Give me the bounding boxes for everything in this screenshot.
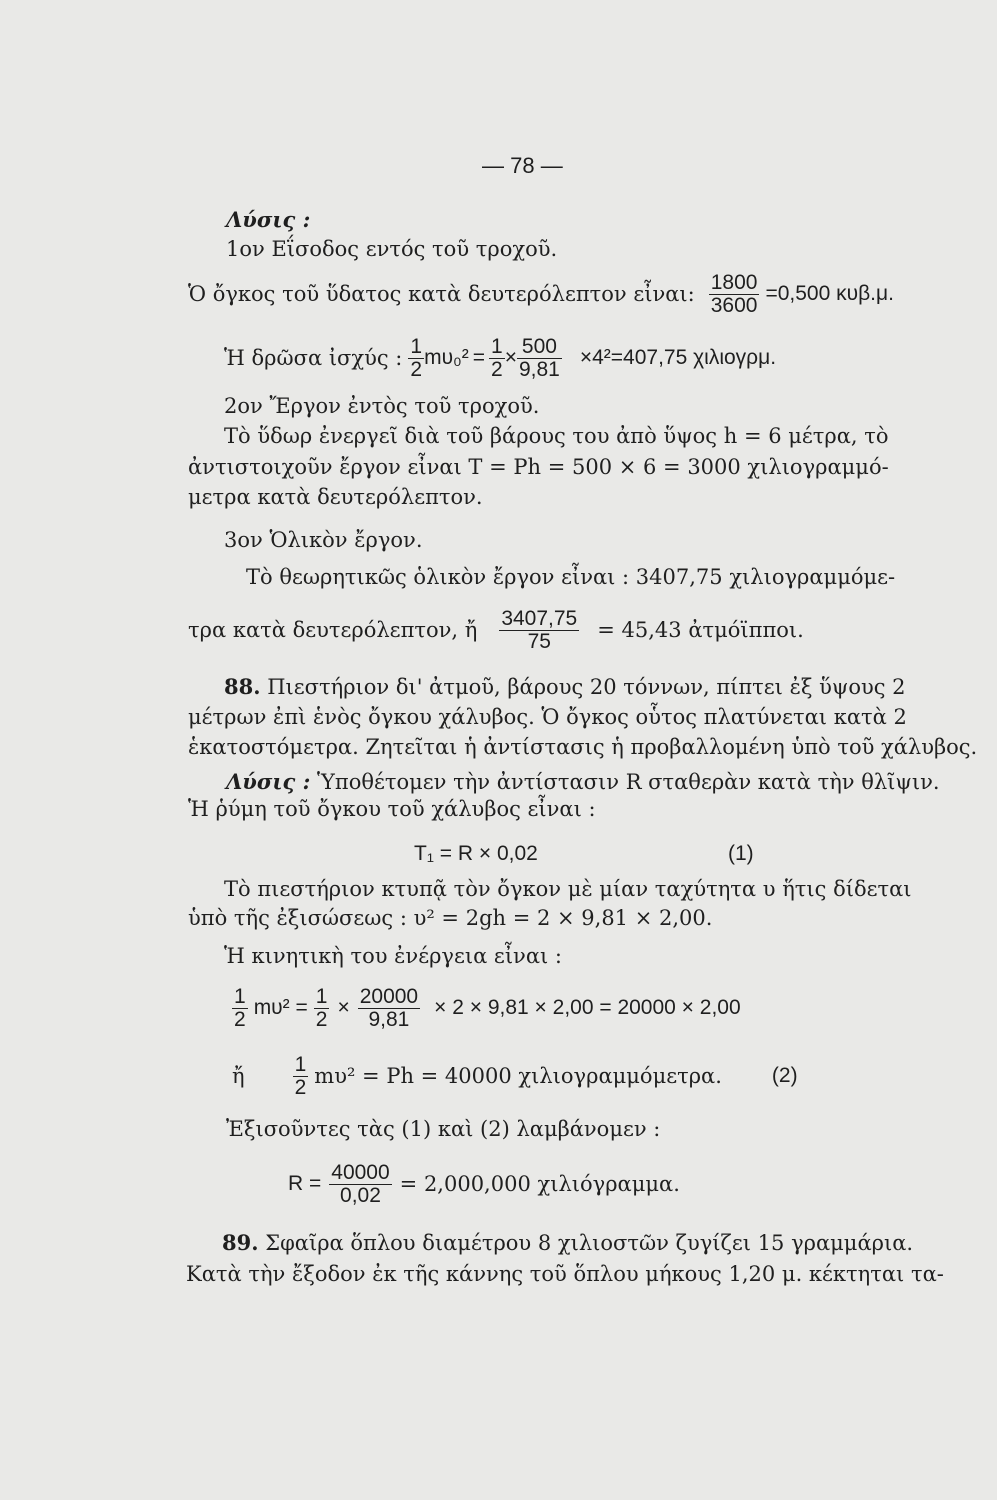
volume-prefix: Ὁ ὄγκος τοῦ ὕδατος κατὰ δευτερόλεπτον εἶναι: bbox=[188, 282, 695, 306]
problem-88-number: 88. bbox=[224, 674, 261, 699]
solution-88-line-2: Ἡ ῥύμη τοῦ ὄγκου τοῦ χάλυβος εἶναι : bbox=[188, 797, 596, 821]
total-prefix: τρα κατὰ δευτερόλεπτον, ἤ bbox=[188, 618, 478, 642]
power-half-num: 1 bbox=[410, 334, 423, 358]
power-frac-den: 9,81 bbox=[518, 357, 560, 381]
power-result: ×4²=407,75 χιλιογρμ. bbox=[579, 346, 777, 369]
part1-title: 1ον Εΐσοδος εντός τοῦ τροχοῦ. bbox=[226, 237, 558, 261]
ke2-rest: mυ² = Ph = 40000 χιλιογραμμόμετρα. bbox=[314, 1064, 722, 1088]
volume-result: =0,500 κυβ.μ. bbox=[765, 282, 894, 305]
work-line-3: μετρα κατὰ δευτερόλεπτον. bbox=[188, 485, 483, 509]
part2-title: 2ον Ἔργον ἐντὸς τοῦ τροχοῦ. bbox=[224, 394, 540, 418]
power-prefix: Ἡ δρῶσα ἰσχύς : bbox=[224, 346, 403, 370]
power-half-fraction bbox=[408, 336, 424, 381]
ke2-half-num: 1 bbox=[294, 1052, 307, 1076]
ke-half-num: 1 bbox=[234, 984, 246, 1008]
total-line-1: Τὸ θεωρητικῶς ὁλικὸν ἔργον εἶναι : 3407,75 χιλιογραμμόμε- bbox=[246, 565, 896, 589]
r-result: = 2,000,000 χιλιόγραμμα. bbox=[399, 1172, 680, 1196]
ke-frac-den: 9,81 bbox=[368, 1007, 410, 1031]
equate-line: Ἐξισοῦντες τὰς (1) καὶ (2) λαμβάνομεν : bbox=[226, 1117, 661, 1141]
r-denominator: 0,02 bbox=[340, 1183, 381, 1207]
problem-88-text-1: Πιεστήριον δι' ἀτμοῦ, βάρους 20 τόννων, πίπτει ἐξ ὕψους 2 bbox=[267, 675, 906, 699]
ke-fraction bbox=[358, 986, 420, 1031]
solution-88-label: Λύσις : bbox=[226, 769, 311, 794]
solution-88-line-1 bbox=[226, 770, 940, 794]
equation-1-label: (1) bbox=[728, 842, 754, 865]
problem-88-line-2: μέτρων ἐπὶ ἑνὸς ὄγκου χάλυβος. Ὁ ὄγκος οὗτος πλατύνεται κατὰ 2 bbox=[188, 705, 907, 729]
problem-88-line-3: ἑκατοστόμετρα. Ζητεῖται ἡ ἀντίστασις ἡ προβαλλομένη ὑπὸ τοῦ χάλυβος. bbox=[188, 735, 978, 759]
total-fraction bbox=[499, 608, 579, 653]
page-number: — 78 — bbox=[482, 153, 563, 178]
power-half-den: 2 bbox=[410, 357, 423, 381]
press-line-2: ὑπὸ τῆς ἐξισώσεως : υ² = 2gh = 2 × 9,81 × 2,00. bbox=[188, 906, 713, 930]
total-numerator: 3407,75 bbox=[501, 606, 578, 630]
ke-frac-num: 20000 bbox=[359, 984, 419, 1008]
work-line-2: ἀντιστοιχοῦν ἔργον εἶναι T = Ph = 500 × 6 = 3000 χιλιογραμμό- bbox=[188, 455, 889, 479]
power-times: × bbox=[504, 346, 517, 369]
work-line-1: Τὸ ὕδωρ ἐνεργεῖ διὰ τοῦ βάρους του ἀπὸ ὕψος h = 6 μέτρα, τὸ bbox=[224, 424, 889, 448]
ke-times: × bbox=[337, 996, 350, 1019]
problem-89-line-1 bbox=[222, 1231, 913, 1255]
ke-mv: mυ² = bbox=[253, 996, 308, 1019]
power-half2-num: 1 bbox=[491, 334, 503, 358]
equation-1: T₁ = R × 0,02 bbox=[414, 842, 538, 865]
ke-half2-num: 1 bbox=[315, 984, 328, 1008]
ke-half-den: 2 bbox=[234, 1007, 246, 1031]
ke-half-fraction bbox=[232, 986, 248, 1031]
power-equation bbox=[224, 330, 776, 386]
kinetic-line: Ἡ κινητικὴ του ἐνέργεια εἶναι : bbox=[224, 944, 562, 968]
press-line-1: Τὸ πιεστήριον κτυπᾷ τὸν ὄγκον μὲ μίαν ταχύτητα υ ἥτις δίδεται bbox=[224, 877, 912, 901]
problem-89-number: 89. bbox=[222, 1230, 259, 1255]
problem-88-line-1 bbox=[224, 675, 906, 699]
volume-numerator: 1800 bbox=[710, 270, 758, 294]
solution-label: Λύσις : bbox=[226, 207, 311, 232]
ke2-half-den: 2 bbox=[294, 1075, 307, 1099]
power-half2-fraction bbox=[489, 336, 505, 381]
ke-half2-fraction bbox=[314, 986, 330, 1031]
problem-89-text-1: Σφαῖρα ὅπλου διαμέτρου 8 χιλιοστῶν ζυγίζει 15 γραμμάρια. bbox=[265, 1231, 914, 1255]
solution-88-text: Ὑποθέτομεν τὴν ἀντίστασιν R σταθερὰν κατὰ τὴν θλῖψιν. bbox=[317, 770, 940, 794]
ke2-half-fraction bbox=[293, 1054, 309, 1099]
power-eq: = bbox=[472, 346, 486, 369]
total-denominator: 75 bbox=[527, 629, 551, 653]
volume-equation bbox=[188, 266, 894, 322]
equation-2-label: (2) bbox=[771, 1064, 798, 1087]
r-prefix: R = bbox=[288, 1172, 322, 1195]
volume-fraction bbox=[709, 272, 760, 317]
volume-denominator: 3600 bbox=[710, 293, 758, 317]
power-frac-num: 500 bbox=[517, 336, 562, 359]
r-fraction bbox=[329, 1162, 391, 1207]
kinetic-equation bbox=[232, 980, 741, 1036]
problem-89-line-2: Κατὰ τὴν ἔξοδον ἐκ τῆς κάννης τοῦ ὅπλου μήκους 1,20 μ. κέκτηται τα- bbox=[186, 1262, 944, 1286]
power-mv: mυ₀² bbox=[424, 346, 469, 369]
kinetic-equation-2 bbox=[232, 1048, 798, 1104]
total-equation bbox=[188, 602, 804, 658]
r-equation bbox=[288, 1156, 680, 1212]
power-half2-den: 2 bbox=[491, 357, 503, 381]
ke-half2-den: 2 bbox=[315, 1007, 328, 1031]
r-numerator: 40000 bbox=[331, 1160, 390, 1184]
ke-rest: × 2 × 9,81 × 2,00 = 20000 × 2,00 bbox=[434, 996, 741, 1019]
power-fraction bbox=[517, 336, 562, 381]
total-result: = 45,43 ἀτμόϊπποι. bbox=[597, 618, 804, 642]
part3-title: 3ον Ὁλικὸν ἔργον. bbox=[224, 528, 423, 552]
or-word: ἤ bbox=[232, 1064, 245, 1088]
